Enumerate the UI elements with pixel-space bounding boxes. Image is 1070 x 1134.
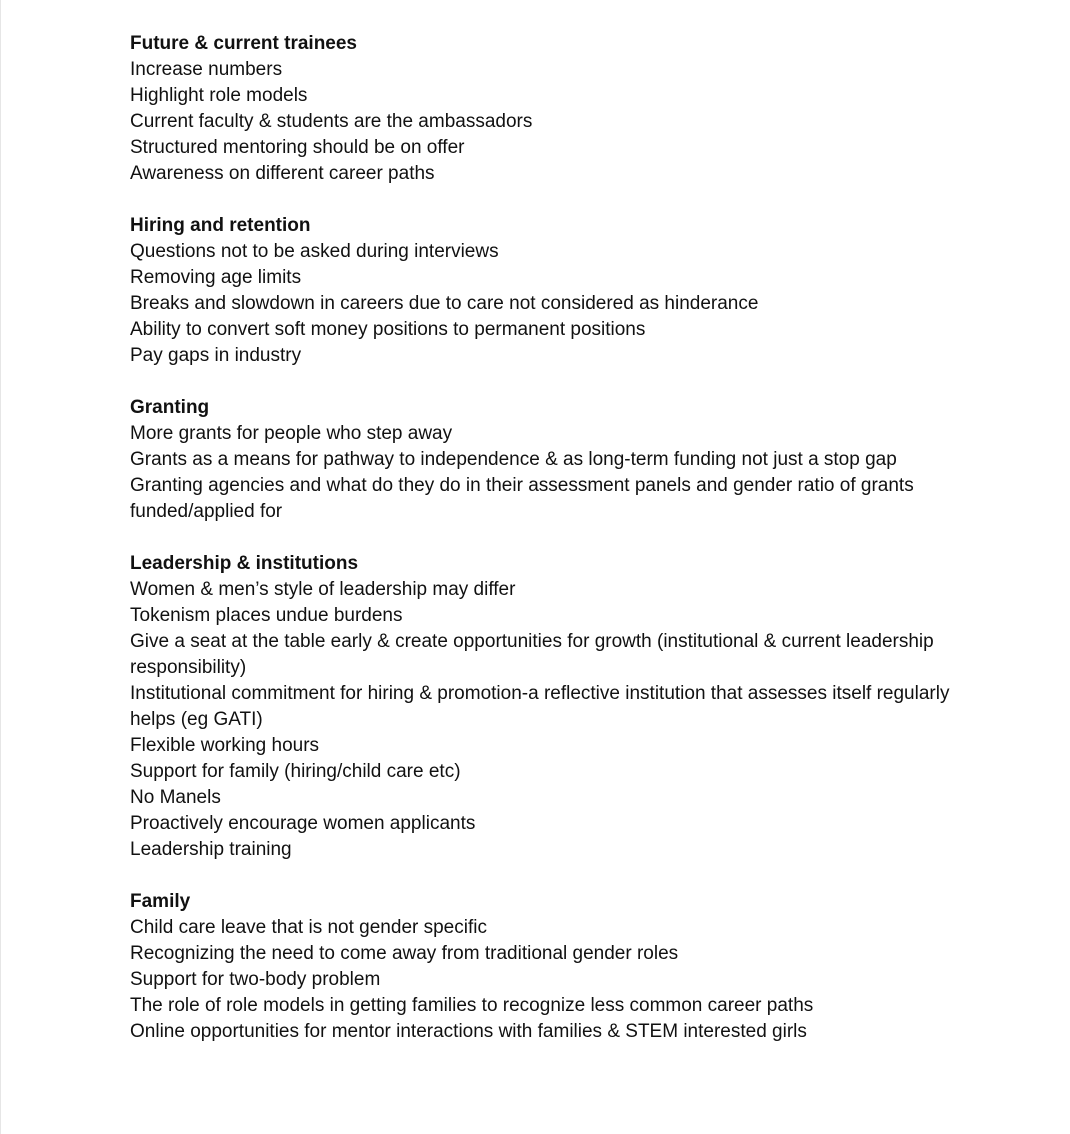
list-item: Online opportunities for mentor interactions with families & STEM interested girls [130, 1021, 807, 1042]
section-heading: Hiring and retention [130, 215, 311, 236]
section [130, 889, 970, 1045]
section-heading: Leadership & institutions [130, 553, 359, 574]
list-item: Breaks and slowdown in careers due to care not considered as hinderance [130, 293, 759, 314]
section [130, 213, 970, 369]
list-item: Tokenism places undue burdens [130, 605, 403, 626]
list-item: Support for family (hiring/child care etc) [130, 761, 461, 782]
list-item: Granting agencies and what do they do in their assessment panels and gender ratio of grants funded/applied for [130, 475, 914, 522]
list-item: Proactively encourage women applicants [130, 813, 476, 834]
list-item: Increase numbers [130, 59, 283, 80]
list-item: Institutional commitment for hiring & promotion-a reflective institution that assesses itself regularly helps (eg GATI) [130, 683, 950, 730]
section-heading: Granting [130, 397, 210, 418]
list-item: Structured mentoring should be on offer [130, 137, 465, 158]
clipped-text-line [301, 0, 721, 3]
list-item: More grants for people who step away [130, 423, 453, 444]
list-item: Leadership training [130, 839, 292, 860]
list-item: Flexible working hours [130, 735, 320, 756]
list-item: Women & men’s style of leadership may differ [130, 579, 516, 600]
list-item: Removing age limits [130, 267, 302, 288]
list-item: Grants as a means for pathway to independence & as long-term funding not just a stop gap [130, 449, 897, 470]
section-heading: Future & current trainees [130, 33, 357, 54]
list-item: The role of role models in getting families to recognize less common career paths [130, 995, 814, 1016]
section-heading: Family [130, 891, 191, 912]
list-item: Child care leave that is not gender specific [130, 917, 487, 938]
section [130, 31, 970, 187]
section [130, 551, 970, 863]
list-item: Awareness on different career paths [130, 163, 435, 184]
list-item: Current faculty & students are the ambassadors [130, 111, 533, 132]
list-item: Questions not to be asked during interviews [130, 241, 499, 262]
list-item: Pay gaps in industry [130, 345, 302, 366]
list-item: Recognizing the need to come away from traditional gender roles [130, 943, 679, 964]
list-item: No Manels [130, 787, 221, 808]
section [130, 395, 970, 525]
list-item: Give a seat at the table early & create opportunities for growth (institutional & current leadership responsibility) [130, 631, 934, 678]
list-item: Ability to convert soft money positions to permanent positions [130, 319, 646, 340]
document-content [130, 31, 970, 1071]
list-item: Support for two-body problem [130, 969, 381, 990]
list-item: Highlight role models [130, 85, 308, 106]
